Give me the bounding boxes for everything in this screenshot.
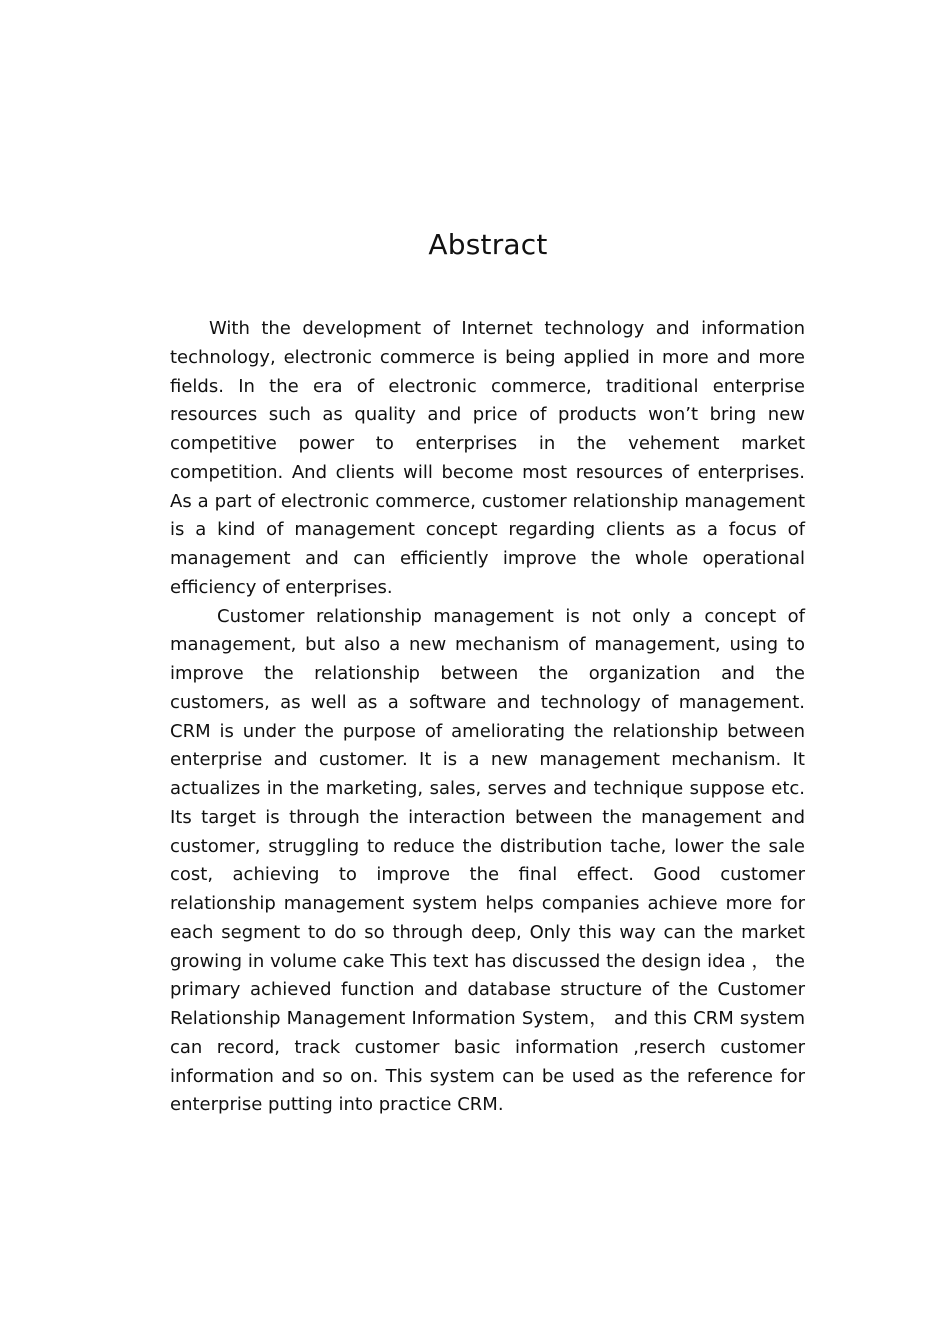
abstract-paragraph-2: Customer relationship management is not only a concept of management, but also a new mechanism of management, using to improve the relationship between the organization and the customers, as well as a software and technology of management. CRM is under the purpose of ameliorating the relationship between enterprise and customer. It is a new management mechanism. It actualizes in the marketing, sales, serves and technique suppose etc. Its target is through the interaction between the management and customer, struggling to reduce the distribution tache, lower the sale cost, achieving to improve the final effect. Good customer relationship management system helps companies achieve more for each segment to do so through deep, Only this way can the market growing in volume cake This text has discussed the design idea ， the primary achieved function and database structure of the Customer Relationship Management Information System， and this CRM system can record, track customer basic information ,reserch customer information and so on. This system can be used as the reference for enterprise putting into practice CRM. (170, 605, 805, 1116)
abstract-paragraph-1: With the development of Internet technology and information technology, electronic commerce is being applied in more and more fields. In the era of electronic commerce, traditional enterprise resources such as quality and price of products won’t bring new competitive power to enterprises in the vehement market competition. And clients will become most resources of enterprises. As a part of electronic commerce, customer relationship management is a kind of management concept regarding clients as a focus of management and can efficiently improve the whole operational efficiency of enterprises. (170, 318, 805, 598)
abstract-body (170, 315, 805, 1120)
abstract-title: Abstract (428, 228, 548, 261)
